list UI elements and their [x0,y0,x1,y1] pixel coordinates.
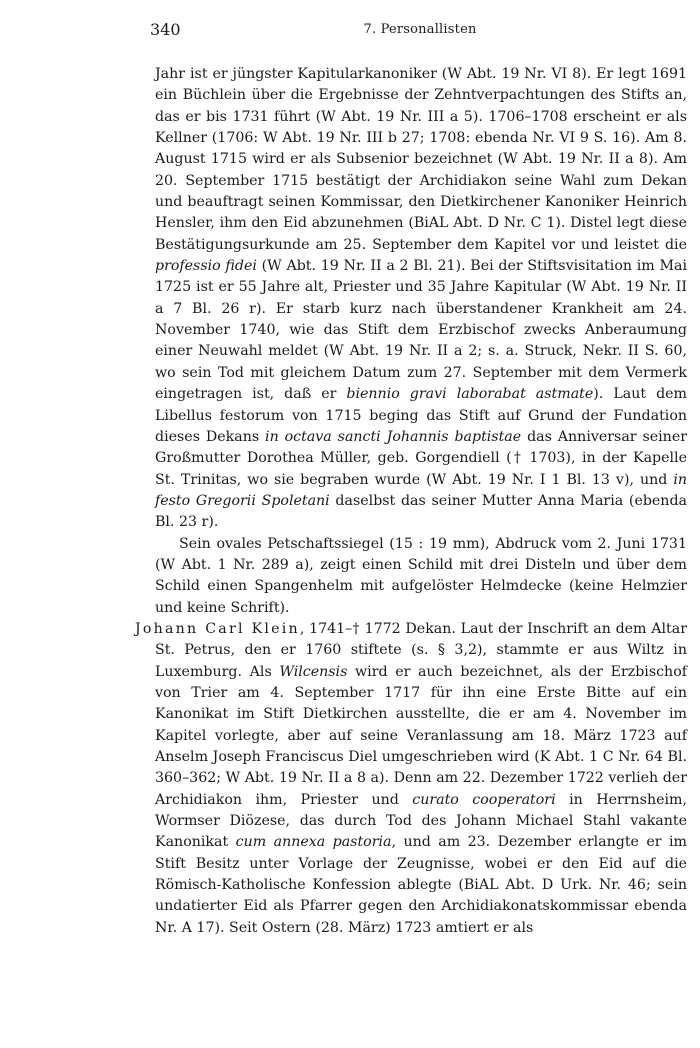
running-title: 7. Personallisten [363,22,477,37]
text-run: in Herrnsheim, Wormser Diözese, das durch Tod des Johann Michael Stahl vakante Kanonikat [155,791,687,851]
italic-text: curato cooperatori [412,791,556,808]
paragraph [155,534,687,619]
italic-text: biennio gravi laborabat astmate [346,386,594,403]
text-run: , 1741–† 1772 Dekan. Laut der Inschrift an dem Altar St. Petrus, den er 1760 stiftete (s. § 3,2), stammte er aus Wiltz in Luxemburg. Als [155,620,687,680]
text-run: ). Laut dem Libellus festorum von 1715 beging das Stift auf Grund der Fundation dieses Dekans [155,386,687,445]
body-text [135,64,688,939]
paragraph [155,64,687,534]
page-header [150,20,690,42]
biography-entry [135,619,687,939]
italic-text: in festo Gregorii Spoletani [155,471,687,509]
italic-text: professio fidei [155,258,257,275]
text-run: das Anniversar seiner Großmutter Dorothea Müller, geb. Gorgendiell († 1703), in der Kapelle St. Trinitas, wo sie begraben wurde (W Abt. 19 Nr. I 1 Bl. 13 v), und [155,428,688,488]
italic-text: in octava sancti Johannis baptistae [265,428,522,445]
text-run: Jahr ist er jüngster Kapitularkanoniker (W Abt. 19 Nr. VI 8). Er legt 1691 ein Büchlein über die Ergebnisse der Zehntverpachtungen des Stifts an, das er bis 1731 führt (W Abt. 19 Nr. III a 5). 1706–1708 erscheint er als Kellner (1706: W Abt. 19 Nr. III b 27; 1708: ebenda Nr. VI 9 S. 16). Am 8. August 1715 wird er als Subsenior bezeichnet (W Abt. 19 Nr. II a 8). Am 20. September 1715 bestätigt der Archidiakon seine Wahl zum Dekan und beauftragt seinen Kommissar, den Dietkirchener Kanoniker Heinrich Hensler, ihm den Eid abzunehmen (BiAL Abt. D Nr. C 1). Distel legt diese Bestätigungsurkunde am 25. September dem Kapitel vor und leistet die [155,66,687,253]
text-run: wird er auch bezeichnet, als der Erzbischof von Trier am 4. September 1717 für ihn eine Erste Bitte auf ein Kanonikat im Stift Dietkirchen ausstellte, die er am 4. November im Kapitel vorlegte, aber auf seine Veranlassung am 18. März 1723 auf Anselm Joseph Franciscus Diel umgeschrieben wird (K Abt. 1 C Nr. 64 Bl. 360–362; W Abt. 19 Nr. II a 8 a). Denn am 22. Dezember 1722 verlieh der Archidiakon ihm, Priester und [155,663,687,808]
text-run: daselbst das seiner Mutter Anna Maria (ebenda Bl. 23 r). [155,492,687,531]
text-run: , und am 23. Dezember erlangte er im Stift Besitz unter Vorlage der Zeugnisse, wobei er den Eid auf die Römisch-Katholische Konfession ablegte (BiAL Abt. D Urk. Nr. 46; sein undatierter Eid als Pfarrer gegen den Archidiakonatskommissar ebenda Nr. A 17). Seit Ostern (28. März) 1723 amtiert er als [155,834,687,936]
text-run: (W Abt. 19 Nr. II a 2 Bl. 21). Bei der Stiftsvisitation im Mai 1725 ist er 55 Jahre alt, Priester und 35 Jahre Kapitular (W Abt. 19 Nr. II a 7 Bl. 26 r). Er starb kurz nach überstandener Krankheit am 24. November 1740, wie das Stift dem Erzbischof zwecks Anberaumung einer Neuwahl meldet (W Abt. 19 Nr. II a 2; s. a. Struck, Nekr. II S. 60, wo sein Tod mit gleichem Datum zum 27. September mit dem Vermerk eingetragen ist, daß er [155,258,687,403]
entry-name: Johann Carl Klein [135,620,300,637]
italic-text: cum annexa pastoria [235,834,392,851]
italic-text: Wilcensis [279,663,348,680]
text-run: Sein ovales Petschaftssiegel (15 : 19 mm), Abdruck vom 2. Juni 1731 (W Abt. 1 Nr. 289 a), zeigt einen Schild mit drei Disteln und über dem Schild einen Spangenhelm mit aufgelöster Helmdecke (keine Helmzier und keine Schrift). [155,535,687,616]
page-number: 340 [150,20,181,39]
